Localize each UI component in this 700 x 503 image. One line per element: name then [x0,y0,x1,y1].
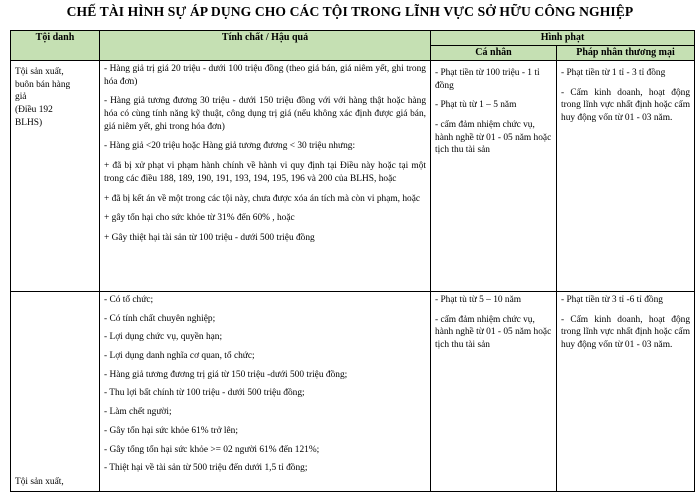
page-title: CHẾ TÀI HÌNH SỰ ÁP DỤNG CHO CÁC TỘI TRONG LĨNH VỰC SỞ HỮU CÔNG NGHIỆP [66,4,634,19]
table-row [11,292,695,492]
crime-line: BLHS) [15,117,43,128]
crime-cell [11,292,100,492]
entity-cell [557,292,695,492]
nature-cell [100,292,431,492]
header-row-1 [11,31,695,46]
crime-line: Tội sản xuất, [15,477,64,488]
header-legal-entity: Pháp nhân thương mại [557,46,695,61]
crime-line: giả [15,92,27,103]
crime-line: Tội sản xuất, [15,67,64,77]
nature-item: - Hàng giả trị giá 20 triệu - dưới 100 triệu đồng (theo giá bán, giá niêm yết, ghi trong hóa đơn) [104,64,426,87]
individual-cell [431,61,557,292]
nature-item: + Gây thiệt hại tài sản từ 100 triệu - dưới 500 triệu đồng [104,232,315,243]
nature-item: + đã bị kết án về một trong các tội này, chưa được xóa án tích mà còn vi phạm, hoặc [104,193,421,204]
nature-cell [100,61,431,292]
individual-item: - Phạt tiền từ 100 triệu - 1 tỉ đồng [435,68,540,91]
individual-item: - cấm đảm nhiệm chức vụ, hành nghề từ 01 - 05 năm hoặc tịch thu tài sản [435,120,552,156]
entity-item: - Phạt tiền từ 3 tỉ -6 tỉ đồng [561,295,663,305]
nature-item: + gây tổn hại cho sức khỏe từ 31% đến 60% , hoặc [104,213,295,224]
individual-item: - Phạt tù từ 1 – 5 năm [435,100,517,111]
header-nature: Tính chất / Hậu quả [100,31,431,61]
nature-item: + đã bị xử phạt vi phạm hành chính về hành vi quy định tại Điều này hoặc tại một trong các điều 188, 189, 190, 191, 193, 194, 195, 196 và 200 của BLHS, hoặc [104,161,426,184]
individual-item: - Phạt tù từ 5 – 10 năm [435,295,522,305]
nature-item: - Thiệt hại về tài sản từ 500 triệu đến dưới 1,5 tỉ đồng; [104,463,308,474]
nature-item: - Gây tổn hại sức khỏe 61% trở lên; [104,425,238,436]
entity-item: - Cấm kinh doanh, hoạt động trong lĩnh vực nhất định hoặc cấm huy động vốn từ 01 - 03 năm. [561,314,691,351]
individual-cell [431,292,557,492]
entity-cell [557,61,695,292]
entity-item: - Cấm kinh doanh, hoạt động trong lĩnh vực nhất định hoặc cấm huy động vốn từ 01 - 03 năm. [561,87,691,124]
header-penalty: Hình phạt [431,31,695,46]
nature-item: - Lợi dụng danh nghĩa cơ quan, tổ chức; [104,351,255,362]
header-crime: Tội danh [11,31,100,61]
nature-item: - Có tính chất chuyên nghiệp; [104,313,216,324]
crime-line: buôn bán hàng [15,79,71,90]
nature-item: - Lợi dụng chức vụ, quyền hạn; [104,332,223,343]
nature-item: - Hàng giả <20 triệu hoặc Hàng giả tương đương < 30 triệu nhưng: [104,141,356,152]
nature-item: - Hàng giả tương đương trị giá từ 150 triệu -dưới 500 triệu đồng; [104,369,348,380]
individual-item: - cấm đảm nhiệm chức vụ, hành nghề từ 01 - 05 năm hoặc tịch thu tài sản [435,314,552,351]
nature-item: - Gây tổng tổn hại sức khỏe >= 02 người 61% đến 121%; [104,444,320,455]
entity-item: - Phạt tiền từ 1 tỉ - 3 tỉ đồng [561,68,666,78]
nature-item: - Có tổ chức; [104,295,154,305]
nature-item: - Hàng giả tương đương 30 triệu - dưới 150 triệu đồng với với hàng thật hoặc hàng hóa có cùng tính năng kỹ thuật, công dụng trị giá (nếu không xác định được giá bán, giá niêm yết, ghi trong hóa đơn) [104,96,426,132]
crime-cell [11,61,100,292]
penalty-table [10,30,695,492]
nature-item: - Làm chết người; [104,407,172,418]
table-row [11,61,695,292]
crime-line: (Điều 192 [15,105,53,116]
nature-item: - Thu lợi bất chính từ 100 triệu - dưới 500 triệu đồng; [104,388,305,399]
header-individual: Cá nhân [431,46,557,61]
